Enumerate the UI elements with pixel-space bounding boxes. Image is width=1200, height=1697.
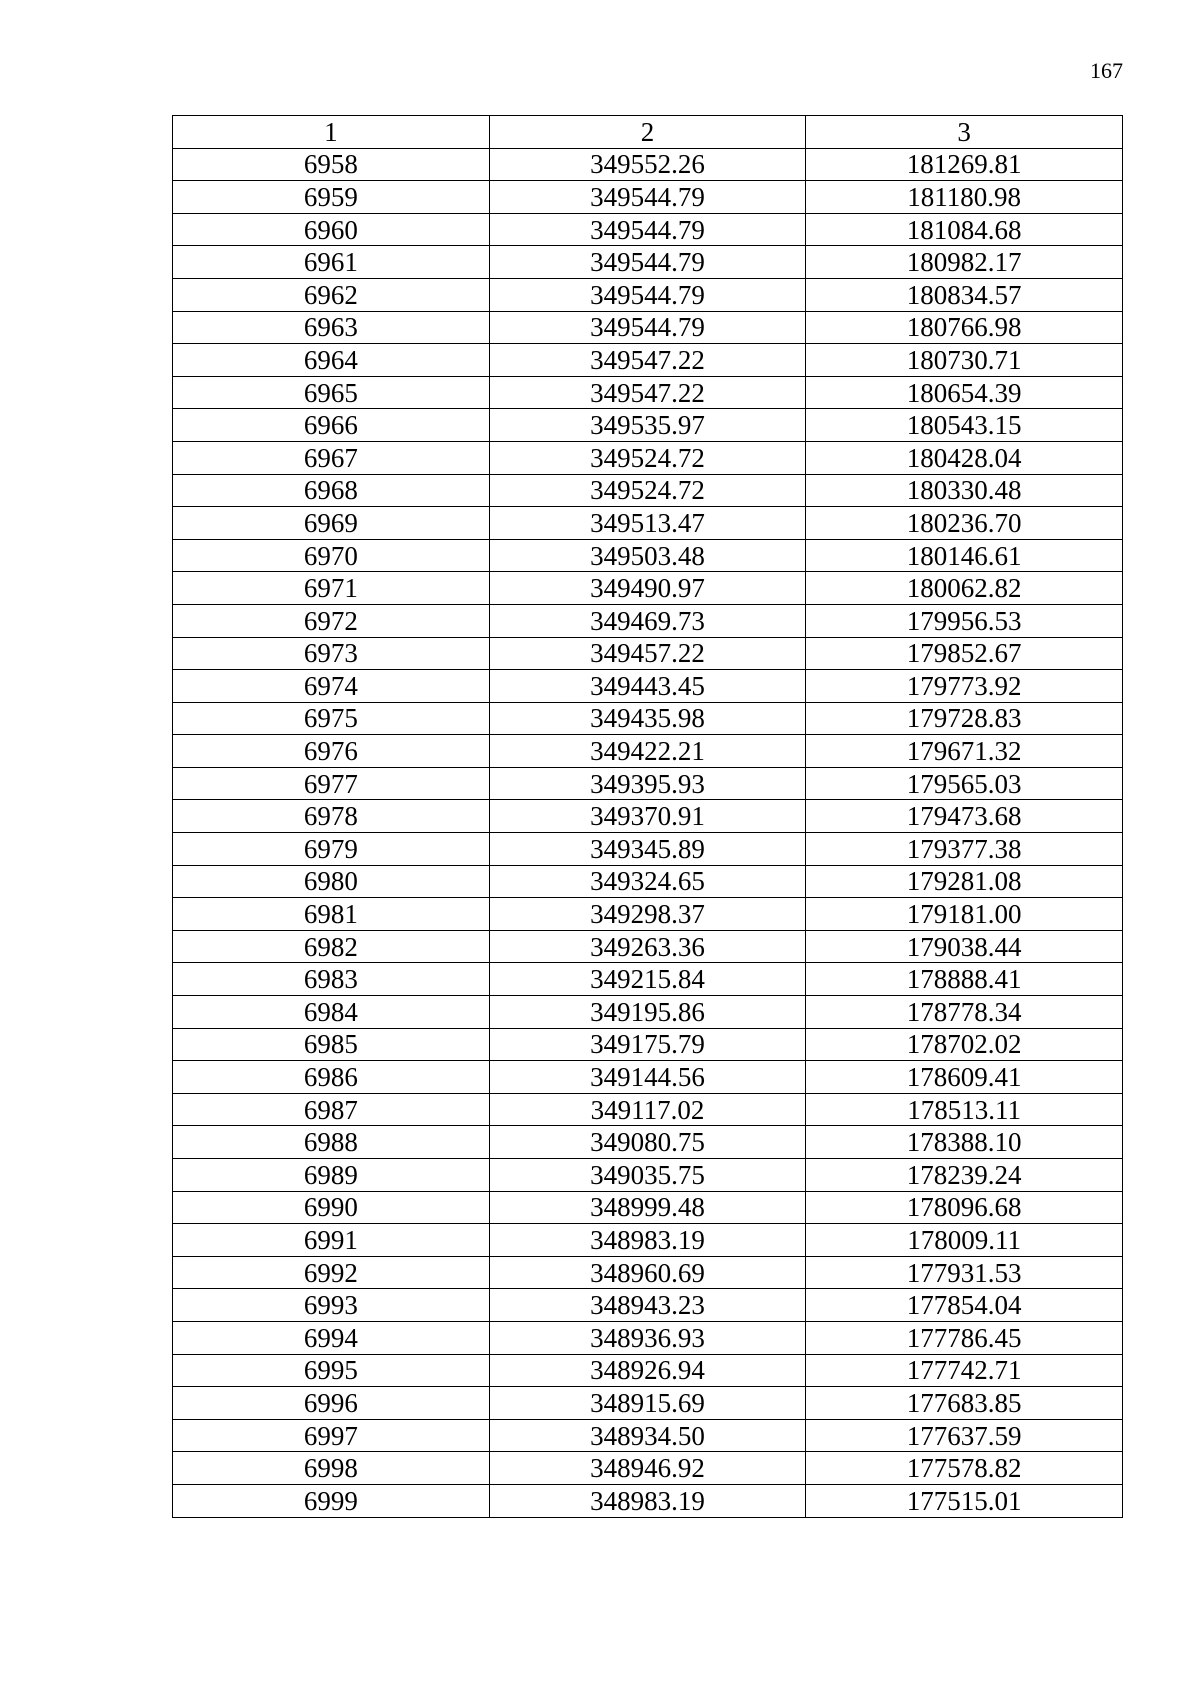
table-cell-col-3: 178239.24 [806,1159,1123,1192]
table-cell-col-1: 6981 [173,898,490,931]
table-cell-col-1: 6971 [173,572,490,605]
table-cell-col-2: 349457.22 [489,637,806,670]
table-row [173,1061,1123,1094]
table-cell-col-2: 349080.75 [489,1126,806,1159]
table-cell-col-2: 348915.69 [489,1387,806,1420]
table-row [173,800,1123,833]
table-cell-col-1: 6963 [173,311,490,344]
table-cell-col-1: 6982 [173,930,490,963]
table-cell-col-1: 6975 [173,702,490,735]
table-cell-col-2: 349422.21 [489,735,806,768]
table-cell-col-1: 6970 [173,539,490,572]
table-cell-col-1: 6986 [173,1061,490,1094]
table-cell-col-2: 349345.89 [489,833,806,866]
table-cell-col-1: 6996 [173,1387,490,1420]
table-row [173,1093,1123,1126]
table-row [173,1354,1123,1387]
table-cell-col-1: 6993 [173,1289,490,1322]
table-cell-col-2: 348936.93 [489,1321,806,1354]
table-cell-col-2: 348983.19 [489,1224,806,1257]
table-cell-col-1: 6984 [173,996,490,1029]
table-cell-col-2: 349195.86 [489,996,806,1029]
table-cell-col-3: 180982.17 [806,246,1123,279]
table-cell-col-3: 179181.00 [806,898,1123,931]
table-cell-col-1: 6973 [173,637,490,670]
table-row [173,213,1123,246]
table-cell-col-2: 349544.79 [489,311,806,344]
table-cell-col-3: 180146.61 [806,539,1123,572]
table-cell-col-3: 180766.98 [806,311,1123,344]
table-cell-col-3: 180834.57 [806,278,1123,311]
table-row [173,996,1123,1029]
table-row [173,1028,1123,1061]
table-row [173,1452,1123,1485]
page-number: 167 [1090,58,1123,83]
column-header-1: 1 [173,116,490,149]
table-cell-col-2: 348960.69 [489,1256,806,1289]
table-cell-col-1: 6965 [173,376,490,409]
table-cell-col-1: 6991 [173,1224,490,1257]
table-row [173,278,1123,311]
table-row [173,1126,1123,1159]
table-cell-col-3: 177683.85 [806,1387,1123,1420]
table-row [173,1224,1123,1257]
table-cell-col-2: 349544.79 [489,213,806,246]
table-cell-col-3: 179773.92 [806,670,1123,703]
table-cell-col-2: 349544.79 [489,181,806,214]
table-cell-col-3: 178888.41 [806,963,1123,996]
table-cell-col-3: 177786.45 [806,1321,1123,1354]
table-cell-col-2: 348934.50 [489,1419,806,1452]
table-row [173,572,1123,605]
table-cell-col-2: 349535.97 [489,409,806,442]
table-cell-col-2: 349490.97 [489,572,806,605]
table-row [173,1419,1123,1452]
table-row [173,898,1123,931]
table-row [173,865,1123,898]
table-cell-col-3: 179565.03 [806,767,1123,800]
table-cell-col-1: 6989 [173,1159,490,1192]
table-cell-col-3: 179281.08 [806,865,1123,898]
table-cell-col-3: 179852.67 [806,637,1123,670]
table-row [173,767,1123,800]
table-cell-col-2: 348999.48 [489,1191,806,1224]
table-cell-col-2: 349524.72 [489,441,806,474]
table-cell-col-3: 178609.41 [806,1061,1123,1094]
table-row [173,344,1123,377]
table-cell-col-3: 177854.04 [806,1289,1123,1322]
table-cell-col-1: 6997 [173,1419,490,1452]
table-cell-col-1: 6962 [173,278,490,311]
table-row [173,441,1123,474]
table-cell-col-3: 179377.38 [806,833,1123,866]
table-cell-col-3: 178513.11 [806,1093,1123,1126]
table-cell-col-1: 6979 [173,833,490,866]
table-cell-col-2: 349298.37 [489,898,806,931]
table-row [173,246,1123,279]
table-cell-col-1: 6967 [173,441,490,474]
table-row [173,539,1123,572]
table-row [173,148,1123,181]
table-row [173,930,1123,963]
table-body [173,148,1123,1517]
table-row [173,1191,1123,1224]
table-cell-col-1: 6977 [173,767,490,800]
table-header-row [173,116,1123,149]
table-cell-col-2: 349144.56 [489,1061,806,1094]
table-cell-col-2: 349513.47 [489,507,806,540]
table-row [173,311,1123,344]
table-cell-col-1: 6987 [173,1093,490,1126]
table-cell-col-3: 180062.82 [806,572,1123,605]
table-cell-col-1: 6958 [173,148,490,181]
table-cell-col-2: 349263.36 [489,930,806,963]
table-row [173,1387,1123,1420]
table-cell-col-3: 177742.71 [806,1354,1123,1387]
table-row [173,1159,1123,1192]
table-row [173,637,1123,670]
table-cell-col-2: 349443.45 [489,670,806,703]
table-cell-col-3: 177515.01 [806,1484,1123,1517]
table-cell-col-3: 177931.53 [806,1256,1123,1289]
table-row [173,507,1123,540]
table-cell-col-3: 179473.68 [806,800,1123,833]
column-header-2: 2 [489,116,806,149]
table-cell-col-3: 180730.71 [806,344,1123,377]
table-cell-col-1: 6985 [173,1028,490,1061]
table-cell-col-2: 349469.73 [489,604,806,637]
table-cell-col-1: 6972 [173,604,490,637]
table-cell-col-1: 6998 [173,1452,490,1485]
table-row [173,833,1123,866]
table-cell-col-1: 6980 [173,865,490,898]
table-cell-col-2: 349395.93 [489,767,806,800]
table-cell-col-2: 349324.65 [489,865,806,898]
table-cell-col-2: 349524.72 [489,474,806,507]
table-cell-col-3: 181180.98 [806,181,1123,214]
table-cell-col-3: 178096.68 [806,1191,1123,1224]
table-cell-col-3: 177578.82 [806,1452,1123,1485]
column-header-3: 3 [806,116,1123,149]
table-cell-col-2: 348926.94 [489,1354,806,1387]
table-row [173,1321,1123,1354]
table-row [173,1289,1123,1322]
table-cell-col-1: 6976 [173,735,490,768]
table-cell-col-3: 179728.83 [806,702,1123,735]
table-cell-col-1: 6959 [173,181,490,214]
table-cell-col-3: 181269.81 [806,148,1123,181]
table-cell-col-3: 181084.68 [806,213,1123,246]
table-cell-col-3: 178388.10 [806,1126,1123,1159]
table-cell-col-3: 178702.02 [806,1028,1123,1061]
table-cell-col-2: 349547.22 [489,344,806,377]
table-cell-col-1: 6969 [173,507,490,540]
table-row [173,702,1123,735]
table-cell-col-2: 349035.75 [489,1159,806,1192]
table-row [173,604,1123,637]
table-cell-col-2: 349370.91 [489,800,806,833]
table-cell-col-3: 178778.34 [806,996,1123,1029]
table-cell-col-1: 6988 [173,1126,490,1159]
table-cell-col-1: 6983 [173,963,490,996]
table-row [173,409,1123,442]
table-row [173,474,1123,507]
table-cell-col-2: 349215.84 [489,963,806,996]
table-cell-col-2: 349547.22 [489,376,806,409]
table-cell-col-3: 179956.53 [806,604,1123,637]
table-cell-col-1: 6968 [173,474,490,507]
table-cell-col-1: 6995 [173,1354,490,1387]
table-cell-col-3: 177637.59 [806,1419,1123,1452]
table-row [173,376,1123,409]
table-cell-col-3: 180236.70 [806,507,1123,540]
table-row [173,735,1123,768]
table-cell-col-1: 6992 [173,1256,490,1289]
table-cell-col-3: 180654.39 [806,376,1123,409]
table-cell-col-3: 180428.04 [806,441,1123,474]
table-cell-col-2: 348983.19 [489,1484,806,1517]
table-cell-col-2: 348946.92 [489,1452,806,1485]
table-cell-col-1: 6966 [173,409,490,442]
table-cell-col-2: 349175.79 [489,1028,806,1061]
table-cell-col-3: 178009.11 [806,1224,1123,1257]
table-cell-col-3: 179671.32 [806,735,1123,768]
table-cell-col-1: 6974 [173,670,490,703]
table-cell-col-2: 348943.23 [489,1289,806,1322]
table-row [173,1484,1123,1517]
table-cell-col-1: 6964 [173,344,490,377]
table-cell-col-2: 349435.98 [489,702,806,735]
table-cell-col-2: 349117.02 [489,1093,806,1126]
table-cell-col-1: 6994 [173,1321,490,1354]
table-row [173,670,1123,703]
table-cell-col-1: 6999 [173,1484,490,1517]
coordinates-table [172,115,1123,1518]
table-cell-col-3: 180330.48 [806,474,1123,507]
table-cell-col-1: 6961 [173,246,490,279]
table-cell-col-2: 349503.48 [489,539,806,572]
table-row [173,963,1123,996]
table-cell-col-1: 6990 [173,1191,490,1224]
table-row [173,181,1123,214]
table-cell-col-1: 6978 [173,800,490,833]
table-cell-col-2: 349544.79 [489,278,806,311]
table-row [173,1256,1123,1289]
table-cell-col-3: 179038.44 [806,930,1123,963]
table-cell-col-1: 6960 [173,213,490,246]
table-cell-col-2: 349552.26 [489,148,806,181]
table-cell-col-3: 180543.15 [806,409,1123,442]
table-cell-col-2: 349544.79 [489,246,806,279]
